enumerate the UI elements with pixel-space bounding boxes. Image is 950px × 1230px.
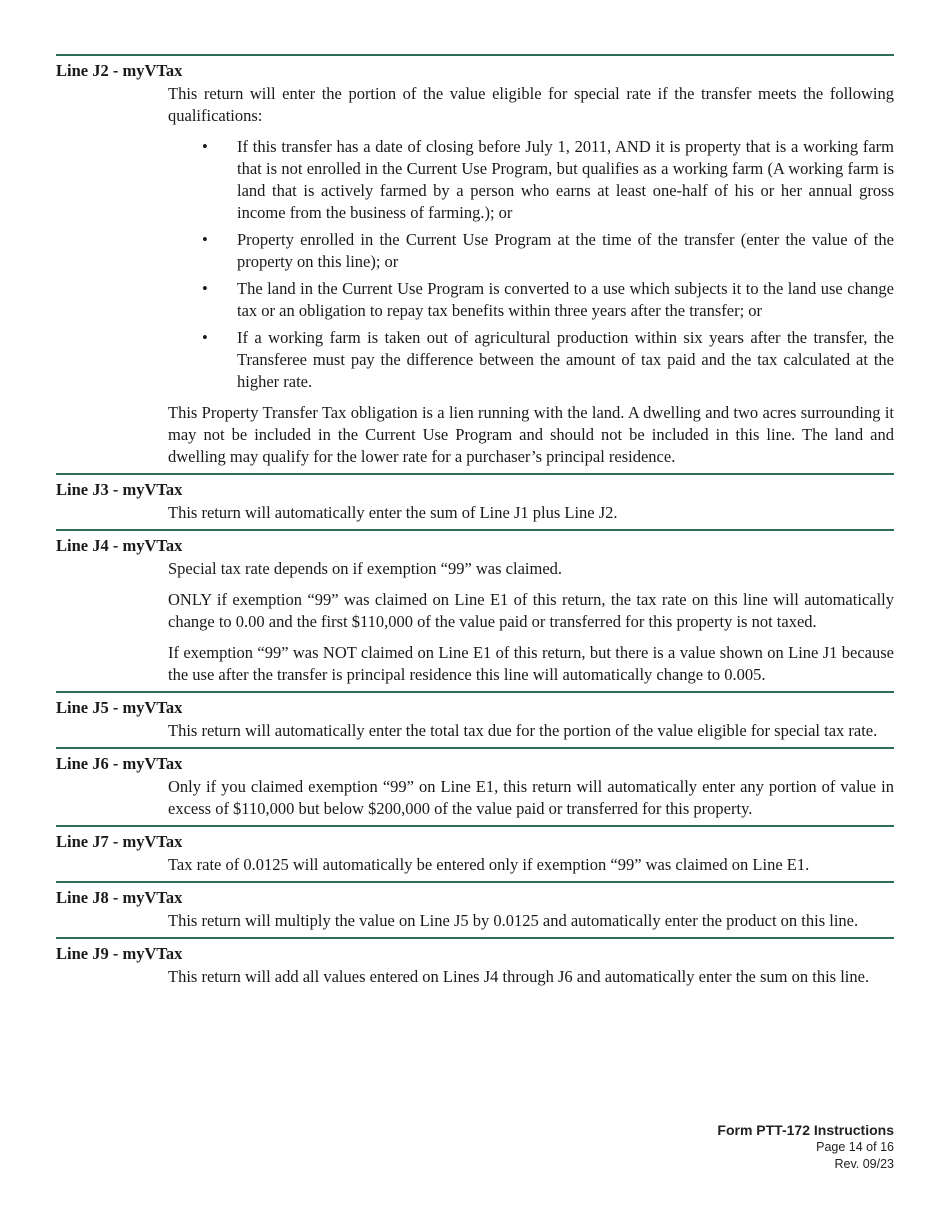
section-body bbox=[168, 854, 894, 876]
section-body bbox=[168, 910, 894, 932]
section-heading: Line J8 - myVTax bbox=[56, 888, 183, 907]
section-paragraph: This return will automatically enter the sum of Line J1 plus Line J2. bbox=[168, 503, 618, 522]
bullet-icon: • bbox=[202, 137, 208, 156]
section-heading: Line J5 - myVTax bbox=[56, 698, 183, 717]
section-heading: Line J7 - myVTax bbox=[56, 832, 183, 851]
section-line-j8 bbox=[56, 881, 894, 937]
section-heading: Line J6 - myVTax bbox=[56, 754, 183, 773]
bullet-icon: • bbox=[202, 328, 208, 347]
intro-paragraph: This return will enter the portion of the value eligible for special rate if the transfer meets the following qualifications: bbox=[168, 84, 894, 125]
section-paragraph: Only if you claimed exemption “99” on Line E1, this return will automatically enter any portion of value in excess of $110,000 but below $200,000 of the value paid or transferred for this property. bbox=[168, 777, 894, 818]
section-line-j3 bbox=[56, 473, 894, 529]
section-paragraph: If exemption “99” was NOT claimed on Line E1 of this return, but there is a value shown on Line J1 because the use after the transfer is principal residence this line will automatically change to 0.005. bbox=[168, 643, 894, 684]
section-body bbox=[168, 558, 894, 686]
section-line-j9 bbox=[56, 937, 894, 993]
qualification-list bbox=[168, 136, 894, 393]
section-paragraph: This return will automatically enter the total tax due for the portion of the value eligible for special tax rate. bbox=[168, 721, 878, 740]
form-name: Form PTT-172 Instructions bbox=[717, 1122, 894, 1138]
section-line-j2 bbox=[56, 54, 894, 473]
section-body bbox=[168, 502, 894, 524]
section-heading: Line J9 - myVTax bbox=[56, 944, 183, 963]
section-paragraph: Tax rate of 0.0125 will automatically be entered only if exemption “99” was claimed on Line E1. bbox=[168, 855, 810, 874]
section-body bbox=[168, 966, 894, 988]
bullet-icon: • bbox=[202, 279, 208, 298]
list-item: • If this transfer has a date of closing before July 1, 2011, AND it is property that is a working farm that is not enrolled in the Current Use Program, but qualifies as a working farm (A working farm is land that is actively farmed by a person who earns at least one-half of his or her annual gross income from the business of farming.); or bbox=[202, 137, 894, 222]
section-paragraph: This return will add all values entered on Lines J4 through J6 and automatically enter the sum on this line. bbox=[168, 967, 870, 986]
section-line-j6 bbox=[56, 747, 894, 825]
section-body bbox=[168, 83, 894, 468]
closing-paragraph: This Property Transfer Tax obligation is a lien running with the land. A dwelling and two acres surrounding it may not be included in the Current Use Program and should not be included in this line. The land and dwelling may qualify for the lower rate for a purchaser’s principal residence. bbox=[168, 403, 894, 466]
page-number: Page 14 of 16 bbox=[816, 1140, 894, 1154]
bullet-icon: • bbox=[202, 230, 208, 249]
page-footer bbox=[717, 1121, 894, 1173]
section-paragraph: Special tax rate depends on if exemption “99” was claimed. bbox=[168, 559, 563, 578]
revision-date: Rev. 09/23 bbox=[834, 1157, 894, 1171]
section-heading: Line J2 - myVTax bbox=[56, 61, 183, 80]
section-line-j5 bbox=[56, 691, 894, 747]
list-item: • Property enrolled in the Current Use Program at the time of the transfer (enter the value of the property on this line); or bbox=[202, 230, 894, 271]
list-item: • If a working farm is taken out of agricultural production within six years after the transfer, the Transferee must pay the difference between the amount of tax paid and the tax calculated at the higher rate. bbox=[202, 328, 894, 391]
section-line-j4 bbox=[56, 529, 894, 691]
section-line-j7 bbox=[56, 825, 894, 881]
section-paragraph: This return will multiply the value on Line J5 by 0.0125 and automatically enter the product on this line. bbox=[168, 911, 859, 930]
list-item: • The land in the Current Use Program is converted to a use which subjects it to the land use change tax or an obligation to repay tax benefits within three years after the transfer; or bbox=[202, 279, 894, 320]
section-heading: Line J3 - myVTax bbox=[56, 480, 183, 499]
section-paragraph: ONLY if exemption “99” was claimed on Line E1 of this return, the tax rate on this line will automatically change to 0.00 and the first $110,000 of the value paid or transferred for this property is not taxed. bbox=[168, 590, 894, 631]
section-body bbox=[168, 776, 894, 820]
section-heading: Line J4 - myVTax bbox=[56, 536, 183, 555]
section-body bbox=[168, 720, 894, 742]
instructions-page bbox=[56, 54, 894, 993]
